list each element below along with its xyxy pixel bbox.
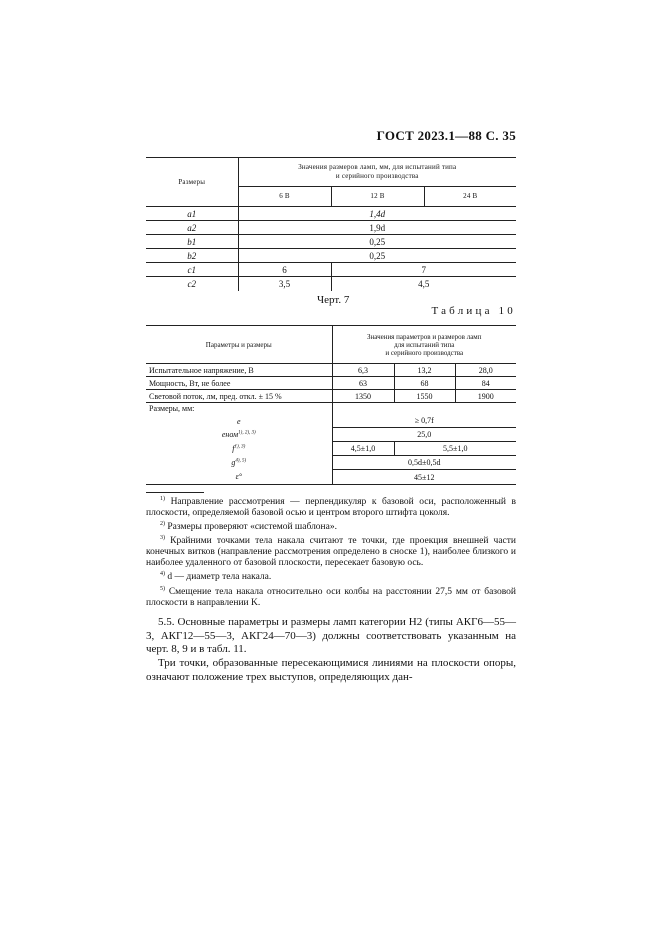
t2-group-header [332,326,516,364]
t2-f-sup: 1), 3) [234,444,246,450]
t1-row-value: 0,25 [238,249,516,263]
page-header: ГОСТ 2023.1—88 С. 35 [376,128,516,143]
t1-voltage-6: 6 В [238,187,331,207]
t2-f-value-12-24v: 5,5±1,0 [394,442,516,456]
t2-f-label [146,442,332,456]
paragraph-three-points: Три точки, образованные пересекающимися линиями на плоскости опоры, означают положение трех выступов, определяющих дан- [146,657,516,683]
t2-row-label: Световой поток, лм, пред. откл. ± 15 % [146,390,332,403]
t1-group-header-line1: Значения размеров ламп, мм, для испытаний типа [298,163,457,171]
t1-group-header-line2: и серийного производства [335,172,419,180]
lamp-dimensions-table [146,157,516,291]
t2-col1-header: Параметры и размеры [146,326,332,364]
footnote-num: 3) [160,535,165,542]
t1-row-value: 1,9d [238,221,516,235]
t1-row-label: b2 [146,249,238,263]
t2-cell: 1900 [455,390,516,403]
t2-cell: 1550 [394,390,455,403]
t1-row-label [146,207,238,221]
t2-cell: 6,3 [332,364,394,377]
t2-enom-sup: 1), 2), 3) [238,430,256,436]
table-title: Таблица 10 [431,305,516,317]
lamp-parameters-table [146,325,516,485]
t1-row-value-12-24v: 7 [331,263,516,277]
t2-enom-label [146,428,332,442]
footnote-divider [146,492,204,493]
t2-g-sup: 4), 5) [235,458,247,464]
footnote-4 [146,569,516,583]
t1-label-a1: a1 [187,208,197,219]
t2-cell: 63 [332,377,394,390]
t1-row-label: c2 [187,278,196,289]
t2-e-label: e [236,416,241,426]
t1-row-value-6v: 3,5 [238,277,331,291]
t2-cell: 13,2 [394,364,455,377]
t2-dims-label: Размеры, мм: [149,404,195,414]
t2-cell: 84 [455,377,516,390]
t1-row-label: c1 [146,263,238,277]
t2-cell: 1350 [332,390,394,403]
footnote-2 [146,519,516,533]
t1-row-value: 0,25 [238,235,516,249]
footnote-num: 2) [160,521,165,528]
t2-cell: 28,0 [455,364,516,377]
footnote-text: Крайними точками тела накала считают те точки, где проекция внешней части конечных витков (направление рассмотрения определено в сноске 1), наиболее близкого и наиболее удаленного от базовой плоскости, пересекает базовую ось. [146,536,516,569]
t2-eps-value: 45±12 [332,470,516,485]
t1-group-header [238,158,516,187]
footnote-text: Размеры проверяют «системой шаблона». [167,522,337,533]
t1-row-label: a2 [146,221,238,235]
t2-row-label: Испытательное напряжение, В [146,364,332,377]
t1-row-value: 1,4d [238,207,516,221]
footnote-text: d — диаметр тела накала. [167,572,272,583]
footnote-num: 5) [160,585,165,592]
t1-col1-header: Размеры [146,158,238,207]
t2-f-value-6v: 4,5±1,0 [332,442,394,456]
footnote-text: Направление рассмотрения — перпендикуляр к базовой оси, расположенный в плоскости, определяемой базовой осью и центром второго штифта цоколя. [146,497,516,519]
t2-g-value: 0,5d±0,5d [332,456,516,470]
footnote-text: Смещение тела накала относительно оси колбы на расстоянии 27,5 мм от базовой плоскости в направлении K. [146,586,517,608]
t1-row-value-6v: 6 [238,263,331,277]
t2-enom-text: eном [221,430,239,439]
t2-f-text: f [232,444,235,453]
footnote-5 [146,584,516,609]
t2-group-header-line3: и серийного производства [385,348,464,357]
t1-row-label: b1 [146,235,238,249]
footnotes [146,494,516,609]
t2-empty [332,403,516,415]
t2-group-header-line1: Значения параметров и размеров ламп [366,332,482,341]
footnote-3 [146,533,516,569]
t2-e-value: ≥ 0,7f [332,415,516,428]
paragraph-5-5: 5.5. Основные параметры и размеры ламп категории Н2 (типы АКГ6—55—3, АКГ12—55—3, АКГ24—70—3) должны соответствовать указанным на черт. 8, 9 и в табл. 11. [146,616,516,655]
t1-row-value-12-24v: 4,5 [331,277,516,291]
figure-caption: Черт. 7 [317,294,350,306]
footnote-1 [146,494,516,519]
t2-cell: 68 [394,377,455,390]
t1-voltage-24: 24 В [424,187,516,207]
t2-enom-value: 25,0 [332,428,516,442]
t2-eps-label: ε° [146,470,332,485]
footnote-num: 4) [160,571,165,578]
t1-voltage-12: 12 В [331,187,424,207]
footnote-num: 1) [160,496,165,502]
t2-group-header-line2: для испытаний типа [394,340,455,349]
t2-g-text: g [231,458,236,467]
t2-g-label [146,456,332,470]
t2-row-label: Мощность, Вт, не более [146,377,332,390]
